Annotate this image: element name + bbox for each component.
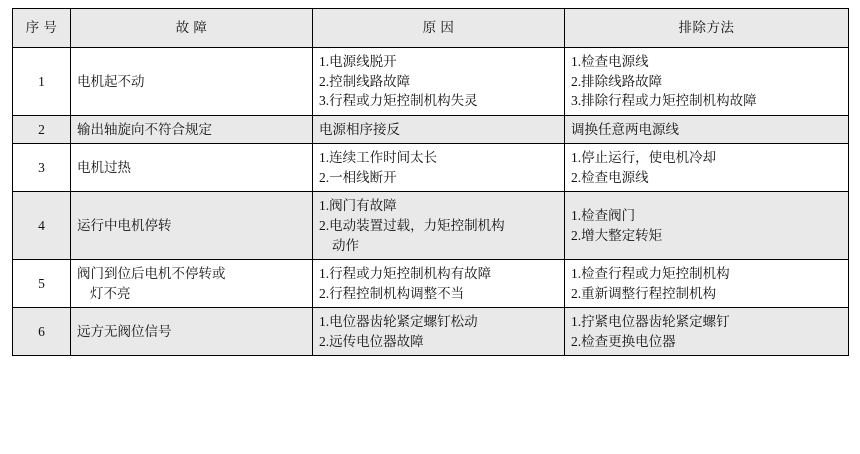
table-header <box>13 9 849 48</box>
column-header-number: 序 号 <box>13 9 71 48</box>
cell-row-number: 4 <box>13 192 71 260</box>
cell-remedy <box>565 144 849 192</box>
cell-line: 2.一相线断开 <box>319 169 397 185</box>
cell-line: 运行中电机停转 <box>77 217 172 233</box>
cell-row-number: 3 <box>13 144 71 192</box>
cell-remedy <box>565 48 849 116</box>
cell-line: 电机过热 <box>77 160 131 176</box>
table-row <box>13 48 849 116</box>
cell-line: 2.增大整定转矩 <box>571 227 663 243</box>
cell-line: 远方无阀位信号 <box>77 323 172 339</box>
cell-line: 阀门到位后电机不停转或 <box>77 266 226 282</box>
cell-row-number: 6 <box>13 308 71 356</box>
cell-cause <box>313 260 565 308</box>
cell-line: 输出轴旋向不符合规定 <box>77 121 212 137</box>
cell-line: 电机起不动 <box>77 73 145 89</box>
cell-line: 3.排除行程或力矩控制机构故障 <box>571 93 757 109</box>
fault-troubleshooting-table <box>12 8 849 356</box>
cell-line: 1.连续工作时间太长 <box>319 150 438 166</box>
cell-remedy <box>565 115 849 144</box>
cell-cause <box>313 144 565 192</box>
column-header-fault: 故 障 <box>71 9 313 48</box>
table-row <box>13 192 849 260</box>
cell-remedy <box>565 192 849 260</box>
cell-cause <box>313 48 565 116</box>
cell-line: 2.控制线路故障 <box>319 73 411 89</box>
cell-line: 1.电源线脱开 <box>319 54 397 69</box>
cell-line: 调换任意两电源线 <box>571 121 679 137</box>
cell-line: 1.检查行程或力矩控制机构 <box>571 266 730 282</box>
table-header-row <box>13 9 849 48</box>
cell-line: 1.检查阀门 <box>571 208 636 224</box>
table-body <box>13 48 849 356</box>
cell-remedy <box>565 260 849 308</box>
cell-fault <box>71 260 313 308</box>
cell-fault <box>71 115 313 144</box>
cell-line: 2.检查电源线 <box>571 169 649 185</box>
cell-line: 1.停止运行，使电机冷却 <box>571 150 717 166</box>
cell-line: 1.阀门有故障 <box>319 198 397 214</box>
cell-line: 1.检查电源线 <box>571 54 649 69</box>
cell-line: 电源相序接反 <box>319 121 400 137</box>
table-row <box>13 144 849 192</box>
cell-line: 2.行程控制机构调整不当 <box>319 285 465 301</box>
column-header-cause: 原 因 <box>313 9 565 48</box>
cell-line: 3.行程或力矩控制机构失灵 <box>319 93 478 109</box>
cell-fault <box>71 144 313 192</box>
cell-fault <box>71 192 313 260</box>
table-row <box>13 260 849 308</box>
cell-line: 2.检查更换电位器 <box>571 333 676 349</box>
column-header-remedy: 排除方法 <box>565 9 849 48</box>
cell-line: 2.远传电位器故障 <box>319 333 424 349</box>
cell-cause <box>313 192 565 260</box>
cell-cause <box>313 308 565 356</box>
cell-row-number: 5 <box>13 260 71 308</box>
table-row <box>13 308 849 356</box>
cell-line: 1.拧紧电位器齿轮紧定螺钉 <box>571 314 730 330</box>
table-row <box>13 115 849 144</box>
cell-line: 灯不亮 <box>90 285 131 301</box>
cell-row-number: 2 <box>13 115 71 144</box>
cell-row-number: 1 <box>13 48 71 116</box>
cell-cause <box>313 115 565 144</box>
cell-fault <box>71 308 313 356</box>
cell-line: 1.电位器齿轮紧定螺钉松动 <box>319 314 478 330</box>
cell-line: 2.电动装置过载，力矩控制机构 <box>319 217 505 233</box>
cell-line: 2.排除线路故障 <box>571 73 663 89</box>
cell-fault <box>71 48 313 116</box>
cell-remedy <box>565 308 849 356</box>
cell-line: 2.重新调整行程控制机构 <box>571 285 717 301</box>
cell-line: 1.行程或力矩控制机构有故障 <box>319 266 492 282</box>
cell-line: 动作 <box>332 237 359 253</box>
